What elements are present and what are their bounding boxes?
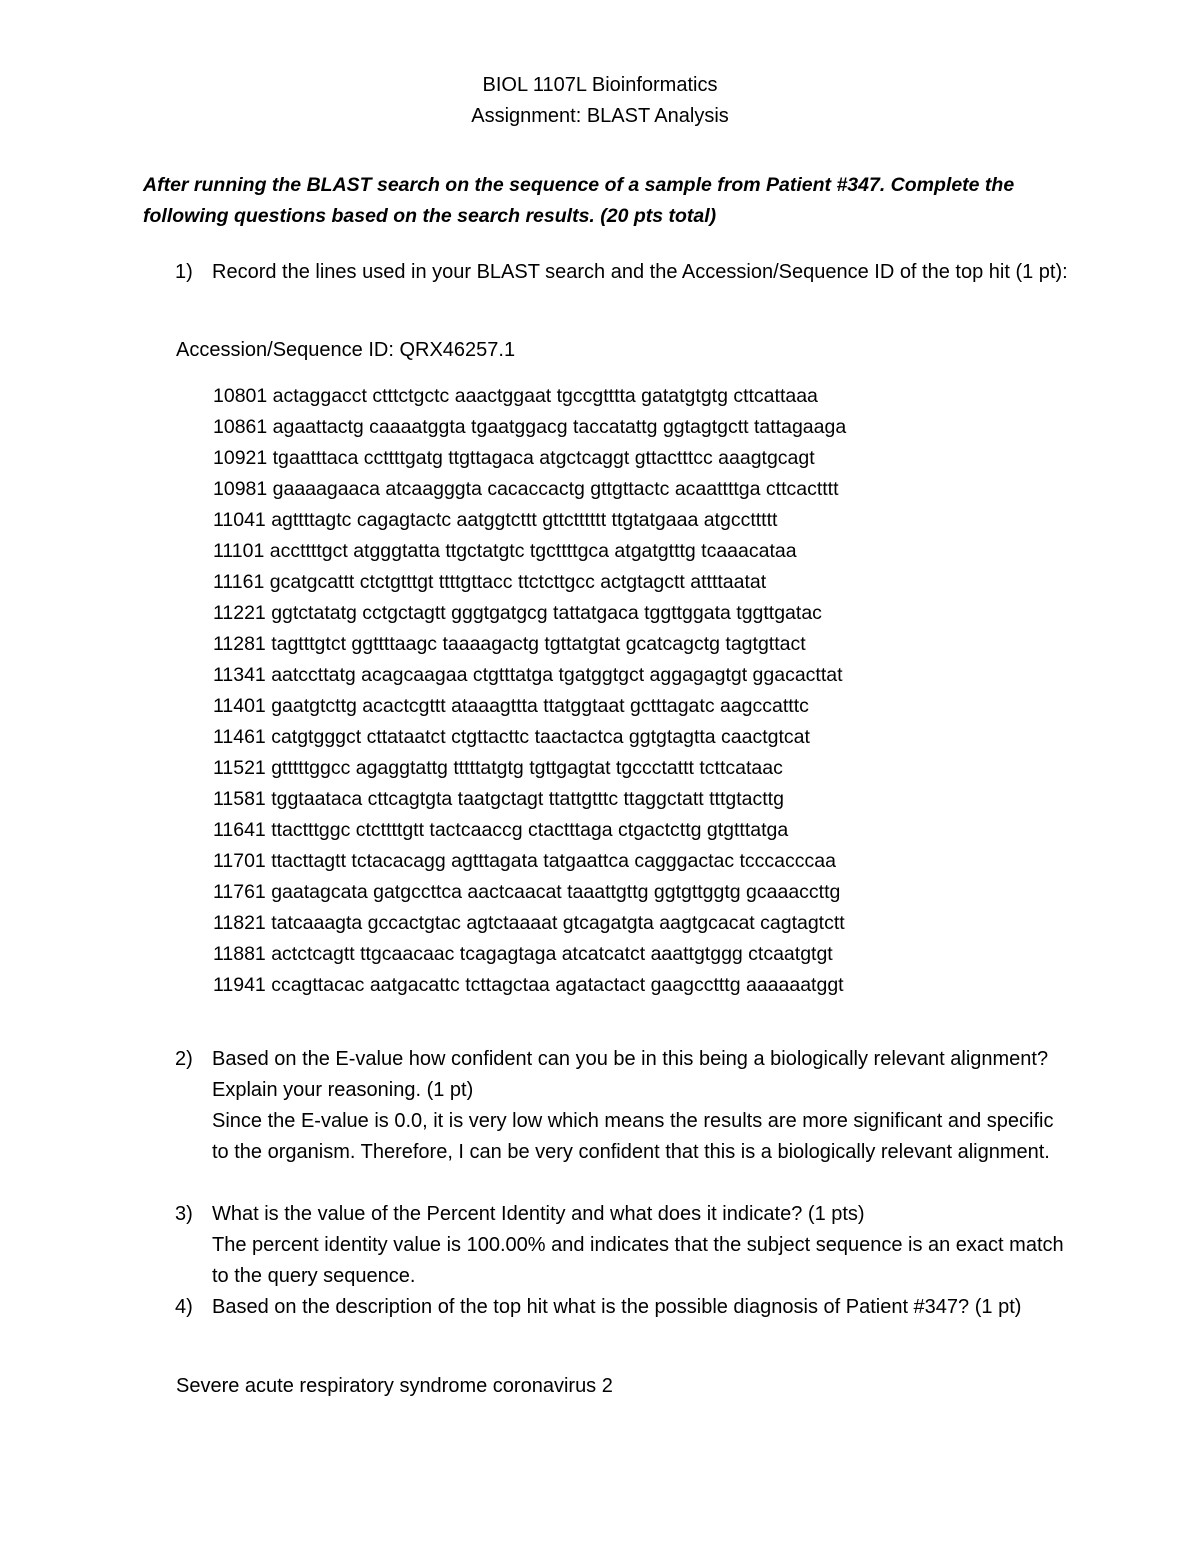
sequence-line: 10861 agaattactg caaaatggta tgaatggacg taccatattg ggtagtgctt tattagaaga (213, 416, 847, 438)
sequence-line: 11461 catgtgggct cttataatct ctgttacttc taactactca ggtgtagtta caactgtcat (213, 726, 810, 748)
question-2-prompt: Based on the E-value how confident can you be in this being a biologically relevant alignment? Explain your reasoning. (1 pt) (212, 1048, 1049, 1101)
course-title: BIOL 1107L Bioinformatics (482, 74, 718, 96)
sequence-line: 11281 tagtttgtct ggttttaagc taaaagactg tgttatgtat gcatcagctg tagtgttact (213, 633, 806, 655)
question-4-answer: Severe acute respiratory syndrome coronavirus 2 (176, 1375, 613, 1397)
sequence-line: 11581 tggtaataca cttcagtgta taatgctagt ttattgtttc ttaggctatt tttgtacttg (213, 788, 784, 810)
question-1-prompt: Record the lines used in your BLAST search and the Accession/Sequence ID of the top hit (1 pt): (212, 261, 1068, 283)
sequence-line: 11821 tatcaaagta gccactgtac agtctaaaat gtcagatgta aagtgcacat cagtagtctt (213, 912, 845, 934)
question-3-answer: The percent identity value is 100.00% and indicates that the subject sequence is an exact match to the query sequence. (212, 1234, 1064, 1287)
intro-instructions: After running the BLAST search on the sequence of a sample from Patient #347. Complete the following questions based on the search results. (20 pts total) (143, 174, 1015, 227)
assignment-title: Assignment: BLAST Analysis (471, 105, 729, 127)
question-3-number: 3) (175, 1203, 193, 1225)
sequence-block (213, 381, 846, 1001)
question-3-prompt: What is the value of the Percent Identity and what does it indicate? (1 pts) (212, 1203, 865, 1225)
sequence-line: 11101 accttttgct atgggtatta ttgctatgtc tgcttttgca atgatgtttg tcaaacataa (213, 540, 797, 562)
question-4-prompt: Based on the description of the top hit what is the possible diagnosis of Patient #347? (1 pt) (212, 1296, 1022, 1318)
question-4-number: 4) (175, 1296, 193, 1318)
sequence-line: 10981 gaaaagaaca atcaagggta cacaccactg gttgttactc acaattttga cttcactttt (213, 478, 839, 500)
sequence-line: 11641 ttactttggc ctcttttgtt tactcaaccg ctactttaga ctgactcttg gtgtttatga (213, 819, 789, 841)
question-2-answer: Since the E-value is 0.0, it is very low which means the results are more significant and specific to the organism. Therefore, I can be very confident that this is a biologically relevant alignment. (212, 1110, 1054, 1163)
sequence-line: 11221 ggtctatatg cctgctagtt gggtgatgcg tattatgaca tggttggata tggttgatac (213, 602, 822, 624)
sequence-line: 11881 actctcagtt ttgcaacaac tcagagtaga atcatcatct aaattgtggg ctcaatgtgt (213, 943, 833, 965)
sequence-line: 11161 gcatgcattt ctctgtttgt ttttgttacc ttctcttgcc actgtagctt attttaatat (213, 571, 767, 593)
sequence-line: 10921 tgaatttaca ccttttgatg ttgttagaca atgctcaggt gttactttcc aaagtgcagt (213, 447, 815, 469)
sequence-line: 11521 gtttttggcc agaggtattg tttttatgtg tgttgagtat tgccctattt tcttcataac (213, 757, 783, 779)
sequence-line: 11041 agttttagtc cagagtactc aatggtcttt gttctttttt ttgtatgaaa atgccttttt (213, 509, 778, 531)
sequence-line: 11341 aatccttatg acagcaagaa ctgtttatga tgatggtgct aggagagtgt ggacacttat (213, 664, 843, 686)
accession-id: Accession/Sequence ID: QRX46257.1 (176, 339, 516, 361)
sequence-line: 11701 ttacttagtt tctacacagg agtttagata tatgaattca cagggactac tcccacccaa (213, 850, 836, 872)
question-2-number: 2) (175, 1048, 193, 1070)
question-1-number: 1) (175, 261, 193, 283)
sequence-line: 10801 actaggacct ctttctgctc aaactggaat tgccgtttta gatatgtgtg cttcattaaa (213, 385, 818, 407)
sequence-line: 11401 gaatgtcttg acactcgttt ataaagttta ttatggtaat gctttagatc aagccatttc (213, 695, 809, 717)
sequence-line: 11941 ccagttacac aatgacattc tcttagctaa agatactact gaagcctttg aaaaaatggt (213, 974, 844, 996)
sequence-line: 11761 gaatagcata gatgccttca aactcaacat taaattgttg ggtgttggtg gcaaaccttg (213, 881, 841, 903)
